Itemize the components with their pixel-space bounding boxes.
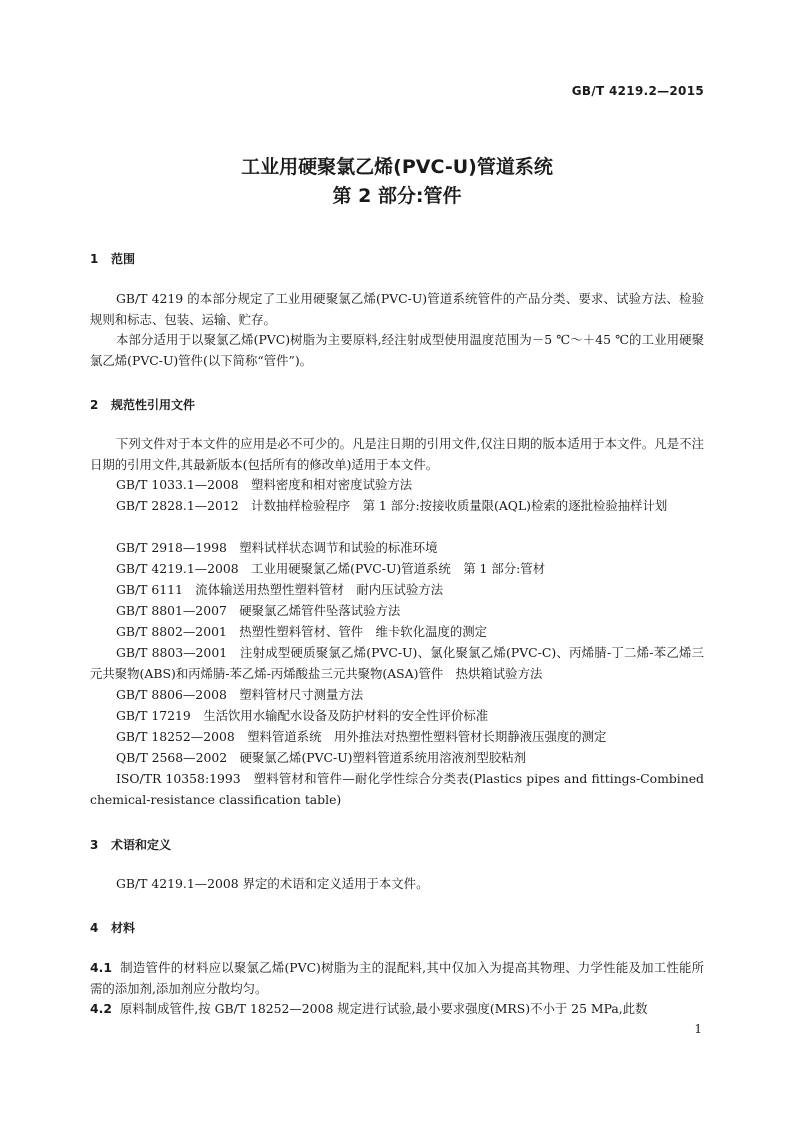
section-2-heading [90,396,195,413]
clause-4-1 [90,958,704,999]
document-title-line2: 第 2 部分:管件 [332,185,462,207]
page-number: 1 [694,1022,702,1036]
section-title: 术语和定义 [111,838,172,852]
reference-item: GB/T 4219.1—2008 工业用硬聚氯乙烯(PVC-U)管道系统 第 1 部分:管材 [116,561,546,576]
section-1-heading [90,250,135,267]
reference-item: GB/T 6111 流体输送用热塑性塑料管材 耐内压试验方法 [116,582,444,597]
standard-number: GB/T 4219.2—2015 [571,84,704,98]
reference-item: GB/T 8803—2001 注射成型硬质聚氯乙烯(PVC-U)、氯化聚氯乙烯(PVC-C)、丙烯腈-丁二烯-苯乙烯三元共聚物(ABS)和丙烯腈-苯乙烯-丙烯酸盐三元共聚物(ASA)管件 热烘箱试验方法 [90,645,704,681]
reference-item: GB/T 2918—1998 塑料试样状态调节和试验的标准环境 [116,540,438,555]
clause-4-2 [90,999,704,1020]
reference-item: QB/T 2568—2002 硬聚氯乙烯(PVC-U)塑料管道系统用溶液剂型胶粘剂 [116,750,526,765]
section-1-paragraph-1: GB/T 4219 的本部分规定了工业用硬聚氯乙烯(PVC-U)管道系统管件的产品分类、要求、试验方法、检验规则和标志、包装、运输、贮存。 [90,291,704,327]
reference-item: GB/T 18252—2008 塑料管道系统 用外推法对热塑性塑料管材长期静液压强度的测定 [116,729,607,744]
section-2-intro: 下列文件对于本文件的应用是必不可少的。凡是注日期的引用文件,仅注日期的版本适用于本文件。凡是不注日期的引用文件,其最新版本(包括所有的修改单)适用于本文件。 [90,436,704,472]
section-title: 材料 [111,921,136,935]
section-title: 范围 [111,252,136,266]
reference-item: GB/T 8801—2007 硬聚氯乙烯管件坠落试验方法 [116,603,401,618]
reference-item: GB/T 2828.1—2012 计数抽样检验程序 第 1 部分:按接收质量限(AQL)检索的逐批检验抽样计划 [116,498,668,513]
clause-number: 4.1 [90,960,112,975]
section-3-heading [90,836,171,853]
clause-number: 4.2 [90,1001,112,1016]
section-1-paragraph-2: 本部分适用于以聚氯乙烯(PVC)树脂为主要原料,经注射成型使用温度范围为－5 ℃～＋45 ℃的工业用硬聚氯乙烯(PVC-U)管件(以下简称“管件”)。 [90,332,704,368]
reference-item: GB/T 17219 生活饮用水输配水设备及防护材料的安全性评价标准 [116,708,489,723]
reference-item: GB/T 8806—2008 塑料管材尺寸测量方法 [116,687,364,702]
section-4-heading [90,919,135,936]
section-3-paragraph: GB/T 4219.1—2008 界定的术语和定义适用于本文件。 [116,876,429,891]
reference-item: GB/T 8802—2001 热塑性塑料管材、管件 维卡软化温度的测定 [116,624,488,639]
reference-item: GB/T 1033.1—2008 塑料密度和相对密度试验方法 [116,477,413,492]
section-number: 3 [90,838,99,852]
document-title-line1: 工业用硬聚氯乙烯(PVC-U)管道系统 [241,156,553,178]
section-number: 4 [90,921,99,935]
clause-text: 原料制成管件,按 GB/T 18252—2008 规定进行试验,最小要求强度(MRS)不小于 25 MPa,此数 [120,1001,648,1016]
section-title: 规范性引用文件 [111,398,196,412]
section-number: 2 [90,398,99,412]
section-number: 1 [90,252,99,266]
clause-text: 制造管件的材料应以聚氯乙烯(PVC)树脂为主的混配料,其中仅加入为提高其物理、力学性能及加工性能所需的添加剂,添加剂应分散均匀。 [90,960,704,996]
reference-item: ISO/TR 10358:1993 塑料管材和管件—耐化学性综合分类表(Plastics pipes and fittings-Combined chemical-resistance classification table) [90,771,704,807]
